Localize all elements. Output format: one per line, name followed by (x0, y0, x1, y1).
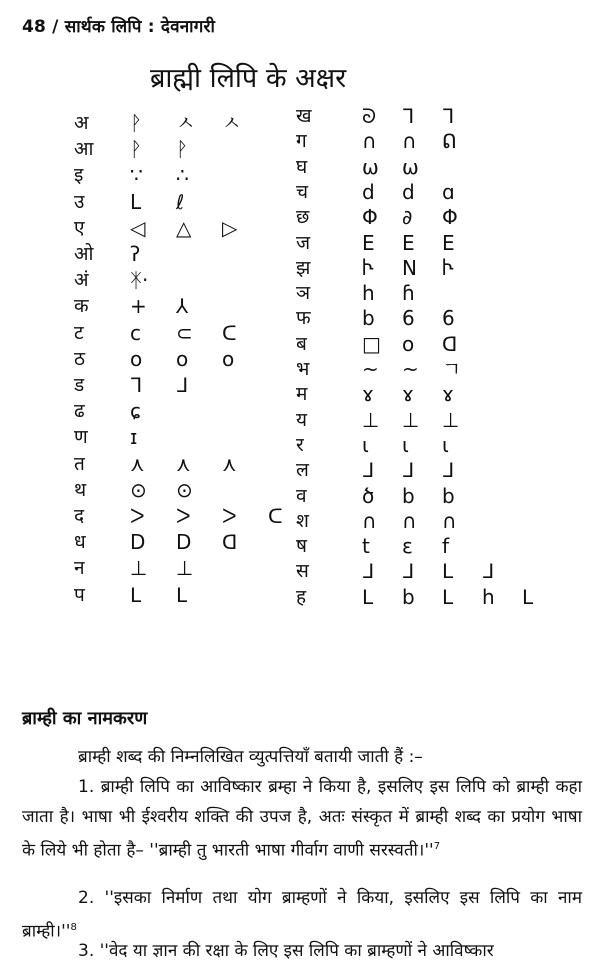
brahmi-form: ι (402, 433, 409, 457)
devanagari-letter: प (74, 584, 85, 606)
brahmi-form: d (402, 180, 415, 204)
brahmi-form: Φ (362, 205, 378, 229)
brahmi-form: ᒪ (442, 585, 454, 609)
brahmi-form: ∵ (130, 163, 143, 187)
devanagari-letter: ड (74, 374, 85, 396)
brahmi-form: Ⴡ (362, 256, 374, 280)
brahmi-form: ᕠ (442, 129, 457, 153)
brahmi-form: ᒧ (402, 559, 415, 583)
brahmi-form: ω (362, 155, 379, 179)
brahmi-form: ∩ (362, 129, 377, 153)
devanagari-letter: आ (74, 138, 94, 160)
brahmi-form: E (442, 231, 455, 255)
devanagari-letter: भ (296, 358, 310, 380)
brahmi-form: f (442, 534, 450, 558)
brahmi-form: ᒪ (130, 583, 142, 607)
devanagari-letter: य (296, 409, 308, 431)
brahmi-form: 6 (442, 306, 455, 330)
brahmi-form: ᒪ (442, 559, 454, 583)
devanagari-letter: द (74, 505, 85, 527)
brahmi-form: ω (402, 155, 419, 179)
brahmi-form: ᒣ (402, 104, 415, 128)
brahmi-form: ᒪ (522, 585, 534, 609)
brahmi-form: ⊥ (130, 556, 148, 580)
devanagari-letter: उ (74, 191, 85, 213)
brahmi-form: ɤ (442, 382, 454, 406)
devanagari-letter: र (296, 434, 304, 456)
brahmi-form: c (130, 321, 141, 345)
brahmi-form: ~ (402, 357, 419, 381)
devanagari-letter: छ (296, 206, 310, 228)
brahmi-form: ɤ (362, 382, 374, 406)
brahmi-form: ծ (362, 484, 375, 508)
brahmi-form: ɑ (442, 180, 455, 204)
brahmi-form: ⊙ (176, 478, 193, 502)
brahmi-form: + (130, 294, 147, 318)
devanagari-letter: क (74, 295, 89, 317)
devanagari-letter: ढ (74, 400, 85, 422)
brahmi-form: o (176, 347, 189, 371)
devanagari-letter: ओ (74, 243, 94, 265)
devanagari-letter: न (74, 557, 85, 579)
brahmi-form: o (130, 347, 143, 371)
intro-paragraph: ब्राम्ही शब्द की निम्नलिखित व्युत्पत्तियाँ बतायी जाती हैं :– (78, 747, 423, 767)
brahmi-form: ᚹ (176, 137, 188, 161)
brahmi-form: ∩ (402, 129, 417, 153)
brahmi-form: o (402, 332, 415, 356)
devanagari-letter: ब (296, 333, 307, 355)
brahmi-form: ᐳ (176, 504, 191, 528)
brahmi-form: ℓ (176, 190, 185, 214)
brahmi-form: ᒣ (130, 373, 143, 397)
devanagari-letter: ल (296, 459, 309, 481)
brahmi-form: ㅅ (222, 111, 242, 135)
brahmi-form: ⊥ (176, 556, 194, 580)
brahmi-form: ᒧ (362, 559, 375, 583)
devanagari-letter: ख (296, 105, 312, 127)
brahmi-form: ⅄ (176, 294, 189, 318)
brahmi-form: ᗡ (222, 530, 238, 554)
chart-title: ब्राह्मी लिपि के अक्षर (150, 63, 347, 94)
devanagari-letter: व (296, 485, 307, 507)
paragraph-1 (22, 772, 582, 866)
brahmi-form: ⋏ (130, 452, 145, 476)
brahmi-form: ᚹ (130, 111, 142, 135)
devanagari-letter: ञ (296, 282, 311, 304)
brahmi-form: ᐳ (222, 504, 237, 528)
devanagari-letter: ज (296, 232, 311, 254)
brahmi-form: ι (362, 433, 369, 457)
paragraph-1-text: 1. ब्राम्ही लिपि का आविष्कार ब्रम्हा ने किया है, इसलिए इस लिपि को ब्राम्ही कहा जाता है। भाषा भी ईश्वरीय शक्ति की उपज है, अतः संस्कृत में ब्राम्ही शब्द का प्रयोग भाषा के लिये भी होता है– ''ब्राम्ही तु भारती भाषा गीर्वाग वाणी सरस्वती।'' (22, 777, 582, 861)
devanagari-letter: त (74, 453, 85, 475)
devanagari-letter: थ (74, 479, 87, 501)
brahmi-form: ∩ (442, 509, 457, 533)
brahmi-form: ∂ (402, 205, 413, 229)
brahmi-form: ᒪ (362, 585, 374, 609)
devanagari-letter: ग (296, 130, 307, 152)
devanagari-letter: श (296, 510, 309, 532)
paragraph-2-text: 2. ''इसका निर्माण तथा योग ब्राम्हणों ने किया, इसलिए इस लिपि का नाम ब्राम्ही।'' (22, 888, 582, 942)
brahmi-form: ◁ (130, 216, 146, 240)
paragraph-3: 3. ''वेद या ज्ञान की रक्षा के लिए इस लिपि का ब्राम्हणों ने आविष्कार (78, 941, 494, 961)
brahmi-form: t (362, 534, 370, 558)
brahmi-form: ε (402, 534, 413, 558)
devanagari-letter: ण (74, 426, 88, 448)
brahmi-form: ɪ (130, 425, 138, 449)
brahmi-form: ɤ (402, 382, 414, 406)
brahmi-form: b (402, 585, 415, 609)
brahmi-form: b (362, 306, 375, 330)
brahmi-form: ᑕ (268, 504, 283, 528)
devanagari-letter: अं (74, 269, 89, 291)
brahmi-form: ᛡ· (130, 268, 149, 292)
brahmi-form: o (222, 347, 235, 371)
footnote-ref-7: 7 (433, 841, 441, 852)
brahmi-form: h (362, 281, 375, 305)
devanagari-letter: अ (74, 112, 89, 134)
brahmi-form: ɦ (402, 281, 415, 305)
brahmi-form: ᒧ (176, 373, 189, 397)
brahmi-form: ⊥ (362, 408, 380, 432)
brahmi-form: ᒣ (442, 104, 455, 128)
brahmi-form: ᒧ (442, 458, 455, 482)
devanagari-letter: झ (296, 257, 311, 279)
brahmi-form: ᘐ (362, 104, 377, 128)
brahmi-form: ⋏ (222, 452, 237, 476)
brahmi-form: ∩ (362, 509, 377, 533)
brahmi-form: □ (362, 332, 381, 356)
devanagari-letter: ए (74, 217, 85, 239)
devanagari-letter: ध (74, 531, 86, 553)
brahmi-form: d (362, 180, 375, 204)
devanagari-letter: च (296, 181, 309, 203)
brahmi-form: ㄱ (442, 357, 462, 381)
brahmi-form: ㅅ (176, 111, 196, 135)
devanagari-letter: ट (74, 322, 84, 344)
brahmi-form: E (402, 231, 415, 255)
devanagari-letter: घ (296, 156, 308, 178)
brahmi-form: Φ (442, 205, 458, 229)
brahmi-form: ~ (362, 357, 379, 381)
brahmi-form: ɕ (130, 399, 141, 423)
devanagari-letter: फ (296, 307, 311, 329)
brahmi-form: D (176, 530, 192, 554)
brahmi-form: ⊙ (130, 478, 147, 502)
brahmi-form: ⋏ (176, 452, 191, 476)
brahmi-form: ⊥ (402, 408, 420, 432)
brahmi-form: ∴ (176, 163, 189, 187)
brahmi-form: Ⴡ (442, 256, 454, 280)
brahmi-form: ᒪ (176, 583, 188, 607)
devanagari-letter: इ (74, 164, 84, 186)
brahmi-form: ᗡ (442, 332, 458, 356)
brahmi-form: E (362, 231, 375, 255)
brahmi-form: ᚹ (130, 137, 142, 161)
brahmi-form: △ (176, 216, 192, 240)
brahmi-form: L (130, 190, 142, 214)
brahmi-form: ∩ (402, 509, 417, 533)
footnote-ref-8: 8 (70, 922, 77, 933)
devanagari-letter: ह (296, 586, 307, 608)
devanagari-letter: ठ (74, 348, 86, 370)
devanagari-letter: स (296, 560, 309, 582)
brahmi-form: ᑕ (222, 321, 237, 345)
brahmi-form: ᒧ (482, 559, 495, 583)
brahmi-form: D (130, 530, 146, 554)
brahmi-form: ι (442, 433, 449, 457)
brahmi-form: b (442, 484, 455, 508)
brahmi-form: h (482, 585, 495, 609)
brahmi-form: ▷ (222, 216, 238, 240)
brahmi-form: 6 (402, 306, 415, 330)
brahmi-form: ʔ (130, 242, 141, 266)
brahmi-form: ᒧ (362, 458, 375, 482)
brahmi-form: b (402, 484, 415, 508)
brahmi-form: ⊥ (442, 408, 460, 432)
devanagari-letter: ष (296, 535, 307, 557)
brahmi-form: ᒧ (402, 458, 415, 482)
page-header: 48 / सार्थक लिपि : देवनागरी (22, 17, 216, 37)
section-heading: ब्राम्ही का नामकरण (22, 708, 148, 729)
brahmi-form: N (402, 256, 417, 280)
devanagari-letter: म (296, 383, 308, 405)
brahmi-form: ᐳ (130, 504, 145, 528)
brahmi-form: ⊂ (176, 321, 193, 345)
